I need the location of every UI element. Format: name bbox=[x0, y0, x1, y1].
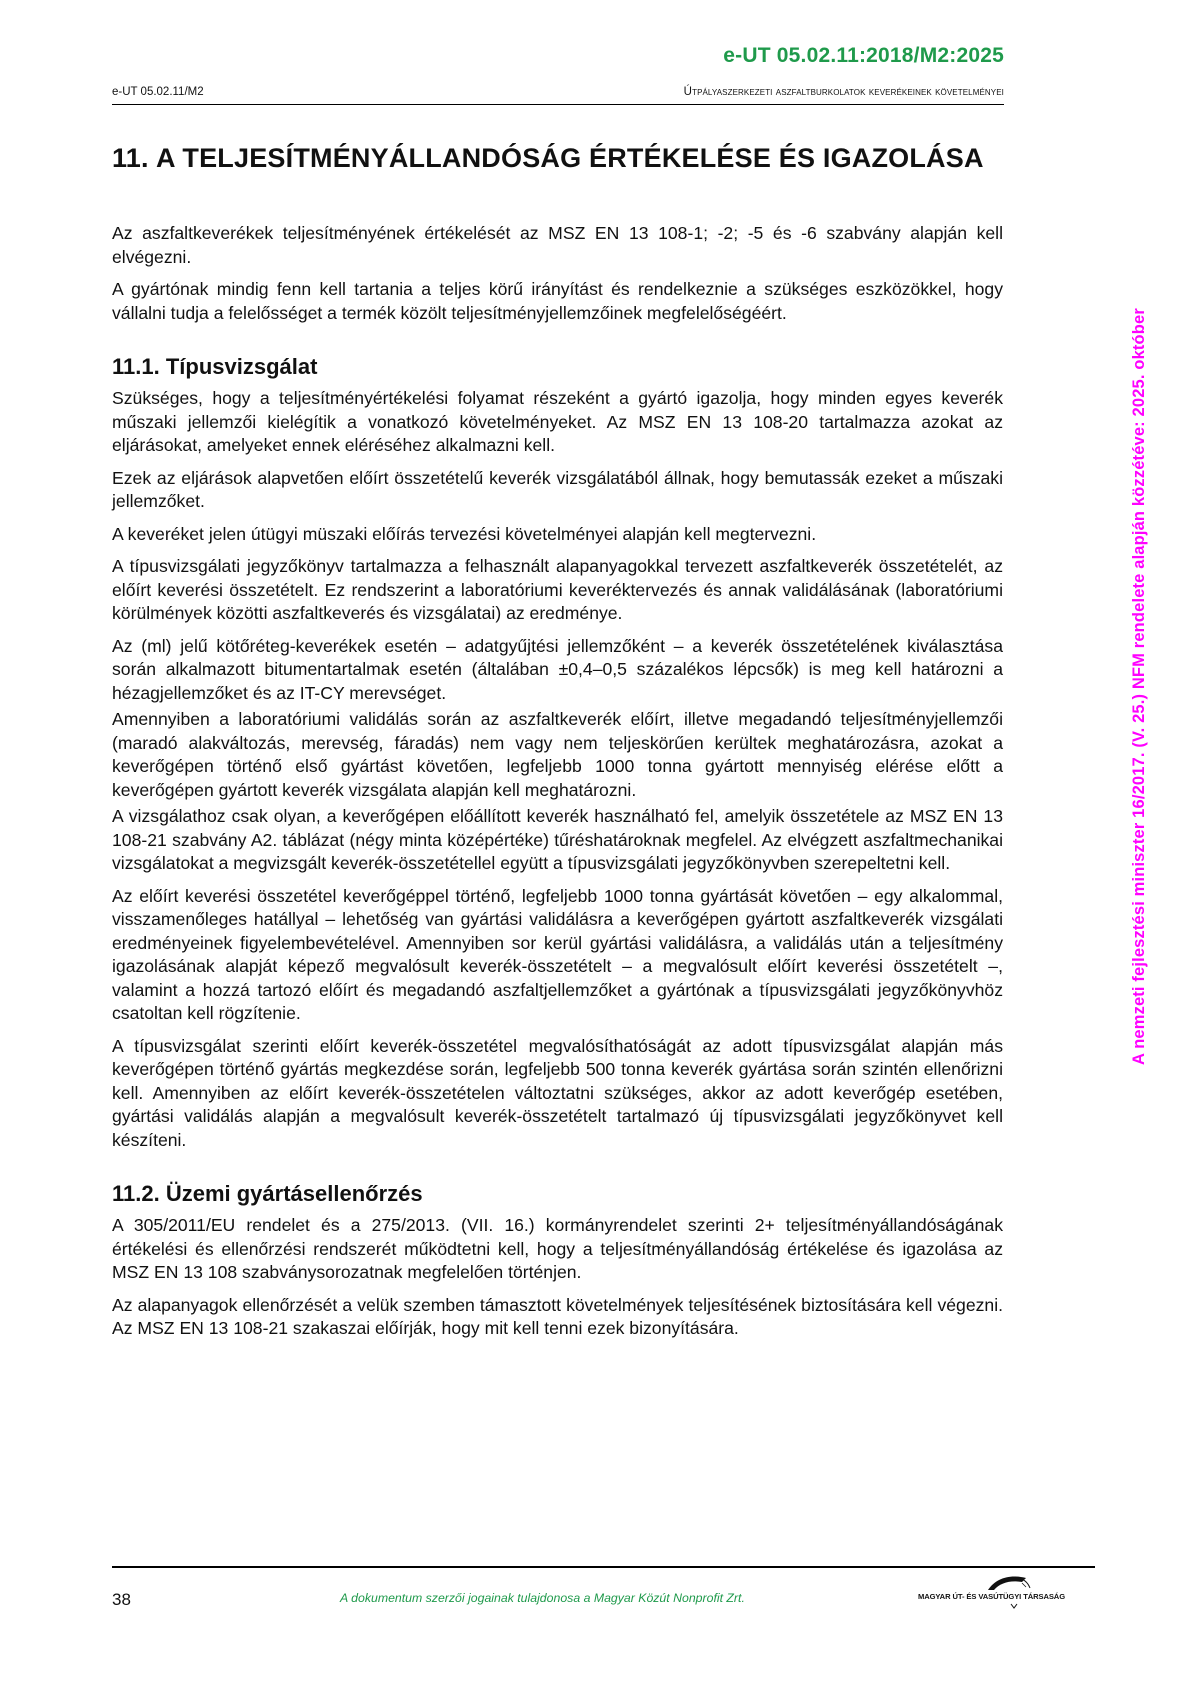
paragraph: Az előírt keverési összetétel keverőgéppel történő, legfeljebb 1000 tonna gyártását követően – egy alkalommal, visszamenőleges hatállyal – lehetőség van gyártási validálásra a keverőgépen gyártott aszfaltkeverék vizsgálati eredményeinek figyelembevételével. Amennyiben sor kerül gyártási validálásra, a validálás után a teljesítmény igazolásának alapját képező megvalósult keverék-összetételt – a megvalósult előírt keverési összetételt –, valamint a hozzá tartozó előírt és megadandó aszfaltjellemzőket a gyártónak a típusvizsgálati jegyzőkönyvhöz csatoltan kell rögzítenie. bbox=[112, 885, 1003, 1023]
document-code: e-UT 05.02.11:2018/M2:2025 bbox=[723, 44, 1004, 67]
publication-side-note: A nemzeti fejlesztési miniszter 16/2017. (V. 25.) NFM rendelete alapján közzétéve: 2025. október bbox=[1130, 308, 1148, 1065]
publisher-logo bbox=[918, 1574, 1098, 1614]
paragraph: Szükséges, hogy a teljesítményértékelési folyamat részeként a gyártó igazolja, hogy minden egyes keverék műszaki jellemzői kielégítik a vonatkozó követelményeket. Az MSZ EN 13 108-20 tartalmazza azokat az eljárásokat, amelyeket ennek eléréséhez alkalmazni kell. bbox=[112, 388, 1003, 455]
section-title-11-2: 11.2. Üzemi gyártásellenőrzés bbox=[112, 1181, 423, 1206]
page-content bbox=[112, 142, 1003, 1341]
chapter-title-text: A TELJESÍTMÉNYÁLLANDÓSÁG ÉRTÉKELÉSE ÉS IGAZOLÁSA bbox=[156, 143, 984, 173]
paragraph: Az aszfaltkeverékek teljesítményének értékelését az MSZ EN 13 108-1; -2; -5 és -6 szabvány alapján kell elvégezni. bbox=[112, 223, 1003, 267]
header-doc-title bbox=[684, 86, 1004, 98]
copyright-notice: A dokumentum szerzői jogainak tulajdonosa a Magyar Közút Nonprofit Zrt. bbox=[340, 1591, 745, 1605]
running-header bbox=[112, 86, 1004, 105]
section-title-11-1: 11.1. Típusvizsgálat bbox=[112, 354, 318, 379]
header-doc-title-text: Útpályaszerkezeti aszfaltburkolatok keverékeinek követelményei bbox=[683, 86, 1004, 98]
logo-text: MAGYAR ÚT- ÉS VASÚTÜGYI TÁRSASÁG bbox=[918, 1592, 1066, 1601]
paragraph: A gyártónak mindig fenn kell tartania a teljes körű irányítást és rendelkeznie a szükséges eszközökkel, hogy vállalni tudja a felelősséget a termék közölt teljesítményjellemzőinek megfelelőségéért. bbox=[112, 279, 1003, 323]
paragraph: Ezek az eljárások alapvetően előírt összetételű keverék vizsgálatából állnak, hogy bemutassák ezeket a műszaki jellemzőket. bbox=[112, 467, 1003, 511]
paragraph: Az (ml) jelű kötőréteg-keverékek esetén – adatgyűjtési jellemzőként – a keverék összetételének kiválasztása során alkalmazott bitumentartalmak esetén (általában ±0,4–0,5 százalékos lépcsők) is meg kell határozni a hézagjellemzőket és az IT-CY merevséget. bbox=[112, 635, 1003, 703]
paragraph: A típusvizsgálat szerinti előírt keverék-összetétel megvalósíthatóságát az adott típusvizsgálat alapján más keverőgépen történő gyártás megkezdése során, legfeljebb 500 tonna keverék gyártása során szintén ellenőrizni kell. Amennyiben az előírt keverék-összetételen változtatni szükséges, akkor az adott keverőgép esetében, gyártási validálás alapján a megvalósult keverék-összetételt tartalmazó új típusvizsgálati jegyzőkönyvet kell készíteni. bbox=[112, 1035, 1003, 1150]
paragraph: Az alapanyagok ellenőrzését a velük szemben támasztott követelmények teljesítésének biztosítására kell végezni. Az MSZ EN 13 108-21 szakaszai előírják, hogy mit kell tenni ezek bizonyítására. bbox=[112, 1294, 1003, 1338]
paragraph: A keveréket jelen útügyi müszaki előírás tervezési követelményei alapján kell megtervezni. bbox=[112, 523, 817, 544]
paragraph: Amennyiben a laboratóriumi validálás során az aszfaltkeverék előírt, illetve megadandó teljesítményjellemzői (maradó alakváltozás, merevség, fáradás) nem vagy nem teljeskörűen kerültek meghatározásra, azokat a keverőgépen történő első gyártást követően, legfeljebb 1000 tonna gyártott mennyiség elérése előtt a keverőgépen gyártott keverék vizsgálata alapján kell meghatározni. bbox=[112, 709, 1003, 800]
paragraph: A 305/2011/EU rendelet és a 275/2013. (VII. 16.) kormányrendelet szerinti 2+ teljesítményállandóságának értékelési és ellenőrzési rendszerét működtetni kell, hogy a teljesítményállandóság értékelése és igazolása az MSZ EN 13 108 szabványsorozatnak megfelelően történjen. bbox=[112, 1215, 1003, 1282]
chapter-number: 11. bbox=[112, 143, 149, 173]
header-doc-id: e-UT 05.02.11/M2 bbox=[112, 86, 204, 98]
footer-divider bbox=[112, 1566, 1095, 1568]
page-number: 38 bbox=[112, 1590, 131, 1609]
chapter-title bbox=[112, 142, 1003, 174]
paragraph: A típusvizsgálati jegyzőkönyv tartalmazza a felhasznált alapanyagokkal tervezett aszfaltkeverék összetételét, az előírt keverési összetételt. Ez rendszerint a laboratóriumi keveréktervezés és annak validálásának (laboratóriumi körülmények közötti aszfaltkeverés és vizsgálatai) az eredménye. bbox=[112, 556, 1003, 623]
paragraph: A vizsgálathoz csak olyan, a keverőgépen előállított keverék használható fel, amelyik összetétele az MSZ EN 13 108-21 szabvány A2. táblázat (négy minta középértéke) tűréshatároknak megfelel. Az elvégzett aszfaltmechanikai vizsgálatokat a megvizsgált keverék-összetétellel együtt a típusvizsgálati jegyzőkönyvben szerepeltetni kell. bbox=[112, 806, 1003, 873]
